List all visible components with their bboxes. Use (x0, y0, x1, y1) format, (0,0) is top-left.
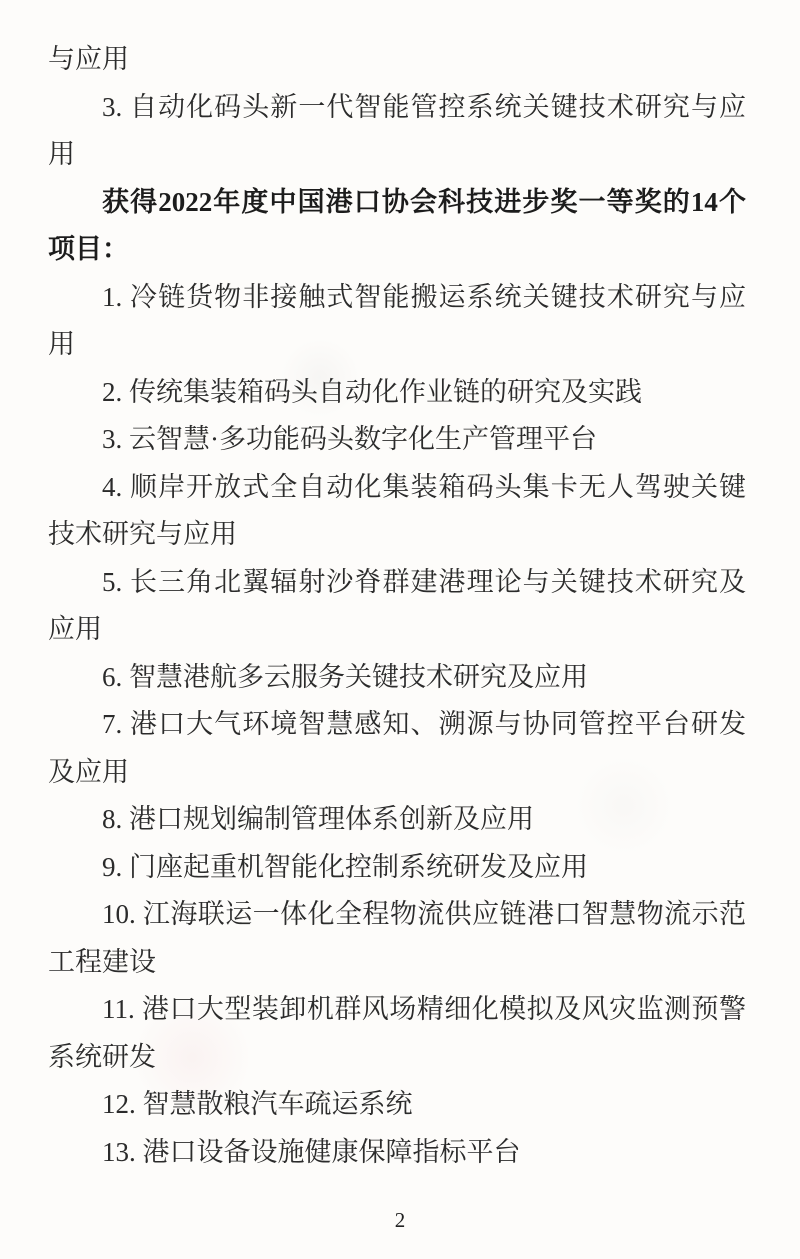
page-footer (0, 1208, 800, 1233)
list-item-6: 6. 智慧港航多云服务关键技术研究及应用 (102, 661, 588, 692)
list-item-1: 1. 冷链货物非接触式智能搬运系统关键技术研究与应用 (48, 281, 746, 359)
page-number: 2 (394, 1208, 406, 1232)
list-item-12: 12. 智慧散粮汽车疏运系统 (102, 1089, 413, 1119)
list-item-9: 9. 门座起重机智能化控制系统研发及应用 (102, 851, 588, 882)
list-item-4: 4. 顺岸开放式全自动化集装箱码头集卡无人驾驶关键技术研究与应用 (48, 471, 746, 549)
list-item-10: 10. 江海联运一体化全程物流供应链港口智慧物流示范工程建设 (48, 899, 746, 977)
list-item-8: 8. 港口规划编制管理体系创新及应用 (102, 804, 534, 834)
list-item-5: 5. 长三角北翼辐射沙脊群建港理论与关键技术研究及应用 (48, 566, 746, 644)
document-body (48, 36, 746, 1176)
continuation-text: 与应用 (48, 44, 129, 74)
list-item-2: 2. 传统集装箱码头自动化作业链的研究及实践 (102, 376, 642, 407)
list-item-award2-3: 3. 自动化码头新一代智能管控系统关键技术研究与应用 (48, 91, 746, 169)
list-item-13: 13. 港口设备设施健康保障指标平台 (102, 1136, 521, 1167)
list-item-3: 3. 云智慧·多功能码头数字化生产管理平台 (102, 424, 597, 454)
list-item-7: 7. 港口大气环境智慧感知、溯源与协同管控平台研发及应用 (48, 709, 746, 787)
list-item-11: 11. 港口大型装卸机群风场精细化模拟及风灾监测预警系统研发 (48, 994, 746, 1072)
section-heading-first-prize: 获得2022年度中国港口协会科技进步奖一等奖的14个项目： (48, 186, 746, 264)
